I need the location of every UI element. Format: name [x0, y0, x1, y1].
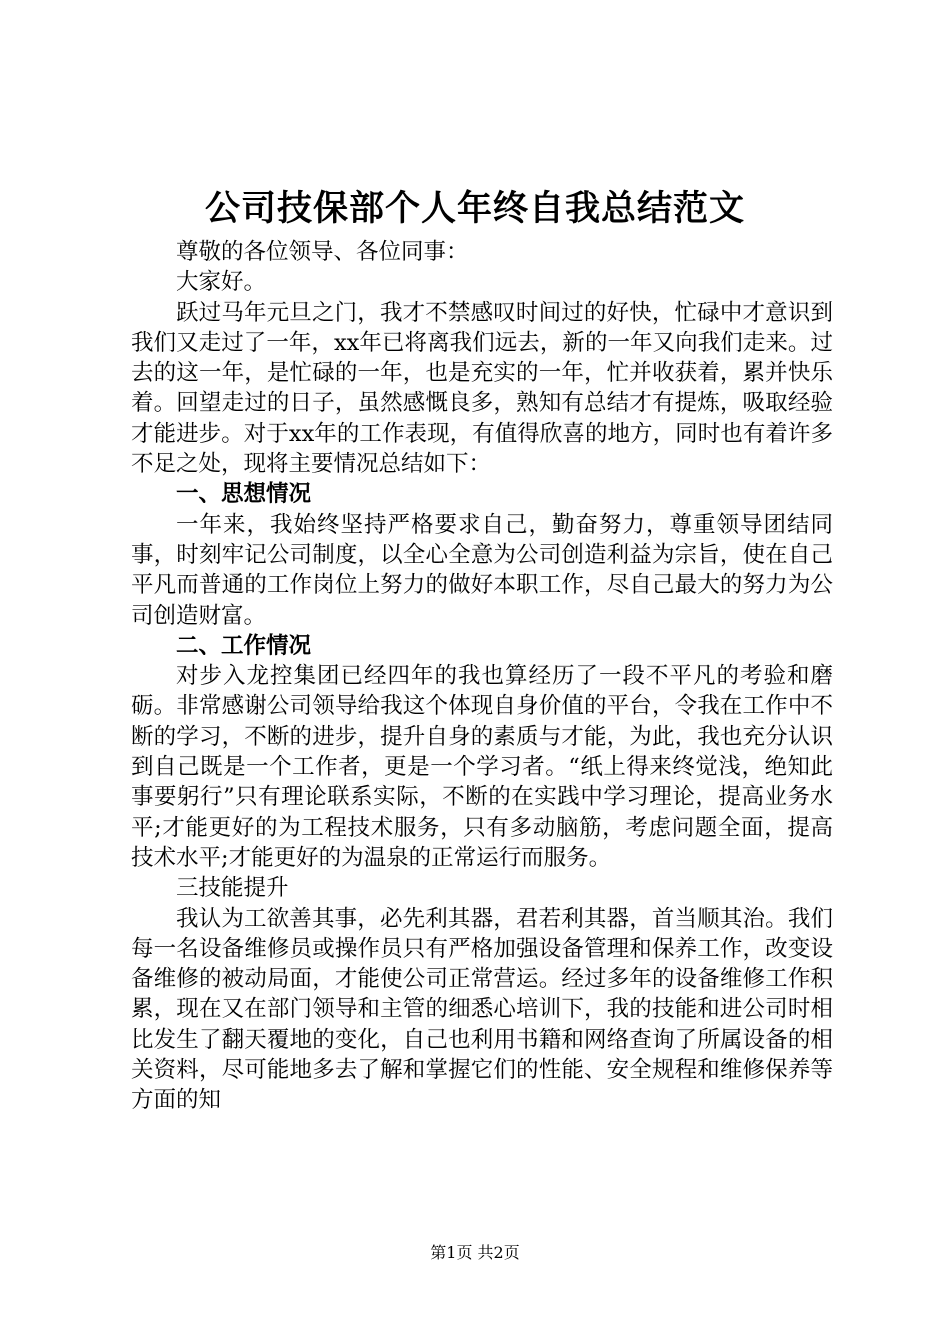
salutation: 尊敬的各位领导、各位同事：: [176, 239, 469, 265]
work-paragraph: 对步入龙控集团已经四年的我也算经历了一段不平凡的考验和磨砺。非常感谢公司领导给我这个体现自身价值的平台，令我在工作中不断的学习，不断的进步，提升自身的素质与才能，为此，我也充分认识到自己既是一个工作者，更是一个学习者。“纸上得来终觉浅，绝知此事要躬行”只有理论联系实际，不断的在实践中学习理论，提高业务水平;才能更好的为工程技术服务，只有多动脑筋，考虑问题全面，提高技术水平;才能更好的为温泉的正常运行而服务。: [131, 663, 833, 871]
greeting: 大家好。: [176, 269, 267, 296]
document-title: 公司技保部个人年终自我总结范文: [204, 189, 745, 229]
intro-paragraph: 跃过马年元旦之门，我才不禁感叹时间过的好快，忙碌中才意识到我们又走过了一年，xx年已将离我们远去，新的一年又向我们走来。过去的这一年，是忙碌的一年，也是充实的一年，忙并收获着，累并快乐着。回望走过的日子，虽然感慨良多，熟知有总结才有提炼，吸取经验才能进步。对于xx年的工作表现，有值得欣喜的地方，同时也有着许多不足之处，现将主要情况总结如下：: [131, 299, 833, 478]
skills-paragraph: 我认为工欲善其事，必先利其器，君若利其器，首当顺其治。我们每一名设备维修员或操作员只有严格加强设备管理和保养工作，改变设备维修的被动局面，才能使公司正常营运。经过多年的设备维修工作积累，现在又在部门领导和主管的细悉心培训下，我的技能和进公司时相比发生了翻天覆地的变化，自己也利用书籍和网络查询了所属设备的相关资料，尽可能地多去了解和掌握它们的性能、安全规程和维修保养等方面的知: [131, 905, 833, 1114]
page-footer: 第1页 共2页: [430, 1243, 520, 1262]
thought-paragraph: 一年来，我始终坚持严格要求自己，勤奋努力，尊重领导团结同事，时刻牢记公司制度，以全心全意为公司创造利益为宗旨，使在自己平凡而普通的工作岗位上努力的做好本职工作，尽自己最大的努力为公司创造财富。: [131, 511, 833, 629]
section-heading-skills: 三技能提升: [176, 875, 289, 902]
document-body: [131, 237, 833, 1116]
section-heading-work: 二、工作情况: [176, 632, 312, 659]
section-heading-thought: 一、思想情况: [176, 481, 312, 508]
